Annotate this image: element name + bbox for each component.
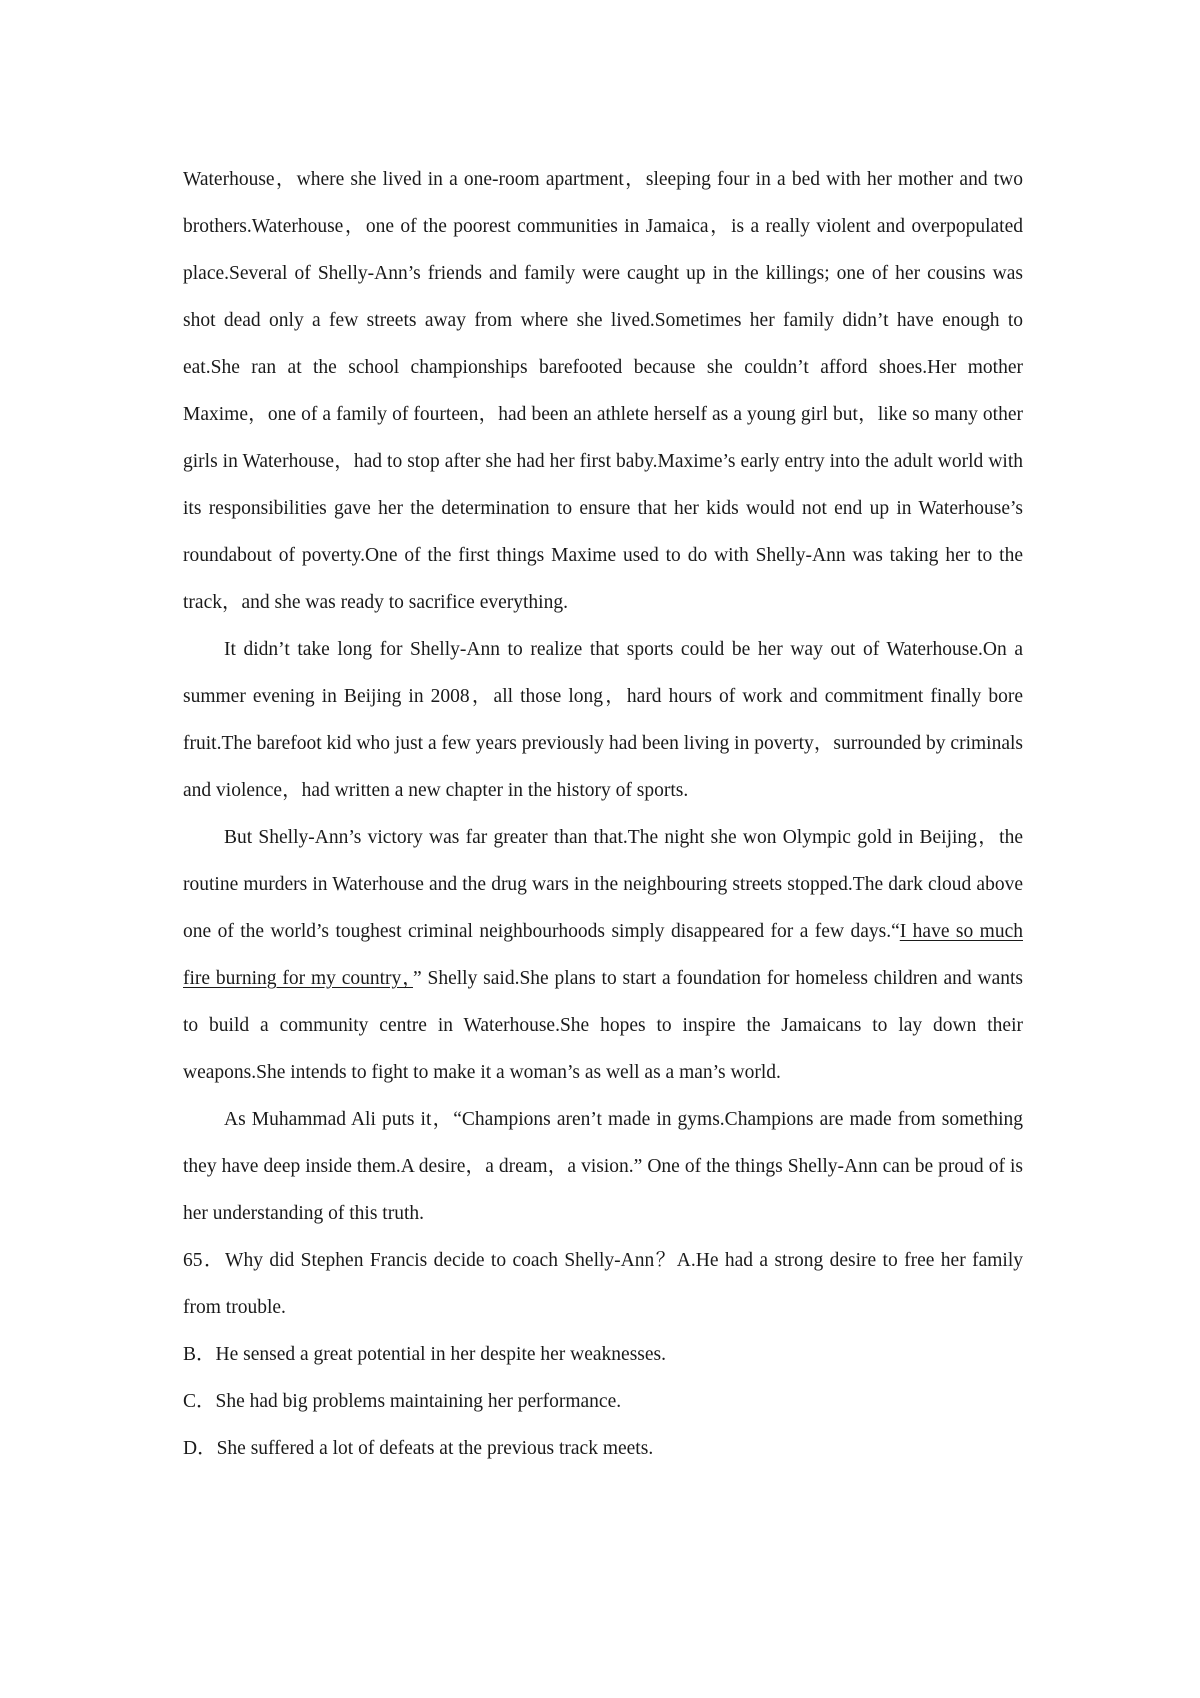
passage-paragraph-4: As Muhammad Ali puts it，“Champions aren’t made in gyms.Champions are made from something they have deep inside them.A desire，a dream，a vision.” One of the things Shelly-Ann can be proud of is her understanding of this truth.: [183, 1109, 1023, 1224]
document-page: [183, 156, 1023, 1472]
question-65-option-d: D．She suffered a lot of defeats at the previous track meets.: [183, 1438, 654, 1459]
passage-paragraph-3: [183, 814, 1023, 1096]
passage-paragraph-1: Waterhouse，where she lived in a one-room apartment，sleeping four in a bed with her mother and two brothers.Waterhouse，one of the poorest communities in Jamaica，is a really violent and overpopulated place.Several of Shelly-Ann’s friends and family were caught up in the killings; one of her cousins was shot dead only a few streets away from where she lived.Sometimes her family didn’t have enough to eat.She ran at the school championships barefooted because she couldn’t afford shoes.Her mother Maxime，one of a family of fourteen，had been an athlete herself as a young girl but，like so many other girls in Waterhouse，had to stop after she had her first baby.Maxime’s early entry into the adult world with its responsibilities gave her the determination to ensure that her kids would not end up in Waterhouse’s roundabout of poverty.One of the first things Maxime used to do with Shelly-Ann was taking her to the track，and she was ready to sacrifice everything.: [183, 169, 1023, 613]
paragraph-3-text-before-quote: But Shelly-Ann’s victory was far greater than that.The night she won Olympic gold in Beijing，the routine murders in Waterhouse and the drug wars in the neighbouring streets stopped.The dark cloud above one of the world’s toughest criminal neighbourhoods simply disappeared for a few days.“: [183, 827, 1023, 942]
paragraph-3-text-after-quote: ” Shelly said.She plans to start a foundation for homeless children and wants to build a community centre in Waterhouse.She hopes to inspire the Jamaicans to lay down their weapons.She intends to fight to make it a woman’s as well as a man’s world.: [183, 968, 1023, 1083]
underlined-quote: I have so much fire burning for my country，: [183, 921, 1023, 989]
question-65-option-b: B．He sensed a great potential in her despite her weaknesses.: [183, 1344, 667, 1365]
passage-paragraph-2: It didn’t take long for Shelly-Ann to realize that sports could be her way out of Waterhouse.On a summer evening in Beijing in 2008，all those long，hard hours of work and commitment finally bore fruit.The barefoot kid who just a few years previously had been living in poverty，surrounded by criminals and violence，had written a new chapter in the history of sports.: [183, 639, 1023, 801]
question-65-stem: 65．Why did Stephen Francis decide to coach Shelly-Ann？A.He had a strong desire to free her family from trouble.: [183, 1250, 1023, 1318]
question-65-option-c: C．She had big problems maintaining her performance.: [183, 1391, 622, 1412]
